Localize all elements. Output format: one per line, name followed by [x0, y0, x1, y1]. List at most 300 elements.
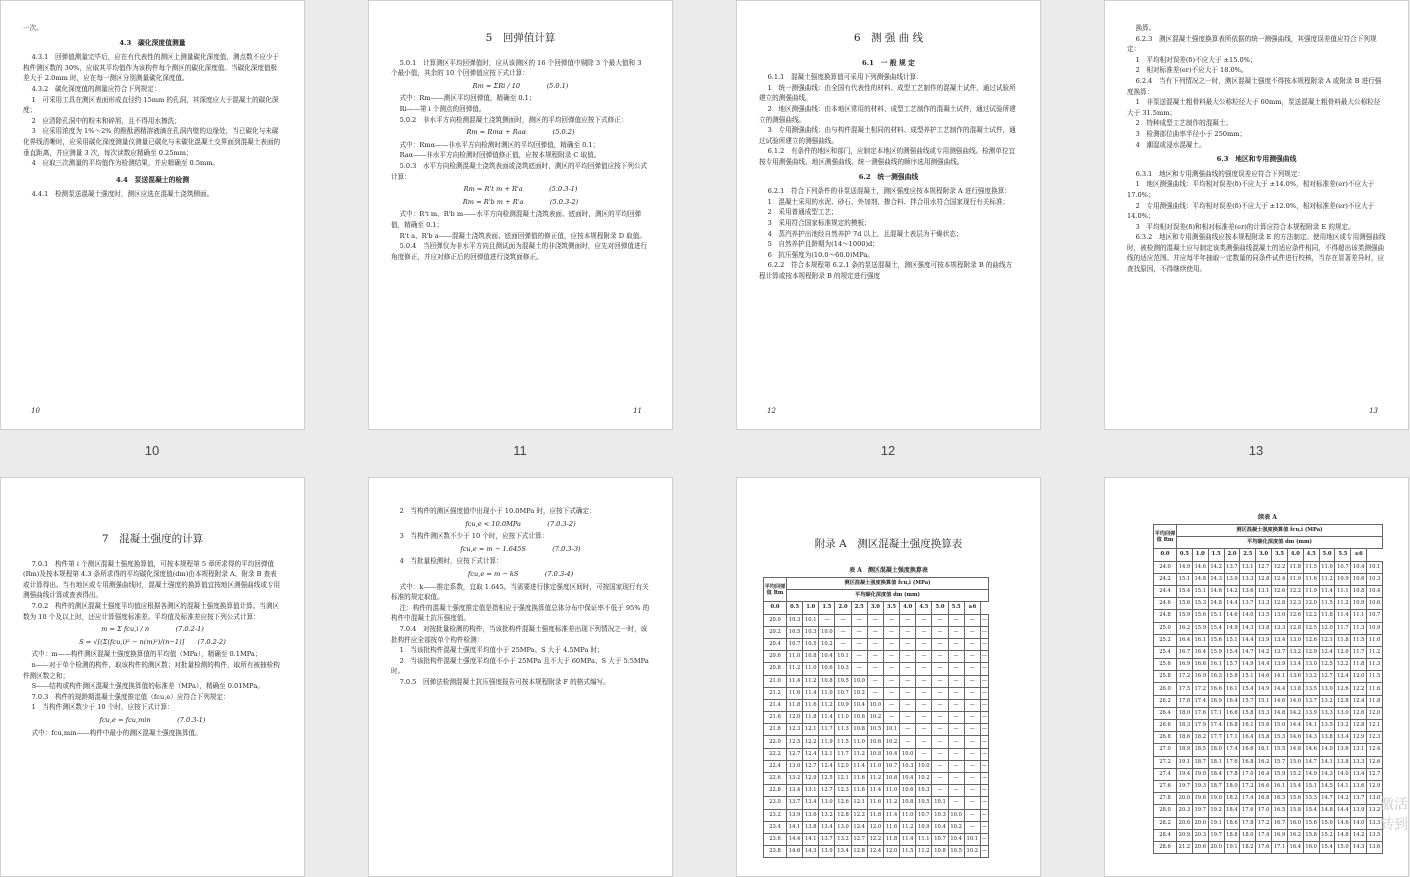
- paragraph: 7.0.4 对按批量检测的构件，当该批构件混凝土强度标准差出现下列情况之一时，该批构件应全部按单个构件检测：: [391, 624, 648, 644]
- rebound-value-cell: 24.6: [1154, 598, 1177, 610]
- strength-cell: 18.6: [1224, 817, 1240, 829]
- paragraph: 式中：Rmα——非水平方向检测时测区的平均回弹值，精确至 0.1；: [399, 140, 600, 149]
- strength-cell: —: [964, 614, 980, 626]
- strength-cell: 15.0: [1319, 817, 1335, 829]
- strength-cell: 18.0: [1240, 829, 1256, 841]
- strength-cell: 14.8: [1335, 829, 1351, 841]
- strength-cell: 13.7: [819, 833, 835, 845]
- strength-cell: 11.1: [916, 833, 932, 845]
- paragraph: 5 自然养护且龄期为(14～1000)d；: [767, 240, 879, 249]
- strength-cell: 15.3: [1303, 793, 1319, 805]
- strength-cell: 20.6: [1177, 817, 1193, 829]
- strength-cell: —: [867, 614, 883, 626]
- strength-cell: —: [980, 699, 988, 711]
- paragraph: 式中：m——构件测区混凝土强度换算值的平均值（MPa），精确至 0.1MPa；: [31, 650, 262, 659]
- strength-cell: —: [883, 687, 899, 699]
- paragraph: 2 专用测强曲线：平均相对误差(δ)不应大于 ±12.0%，相对标准差(er)不应大于 14.0%；: [1127, 201, 1375, 221]
- strength-cell: 16.6: [1208, 683, 1224, 695]
- page-thumbnail-11[interactable]: [368, 0, 673, 430]
- strength-cell: 11.6: [851, 773, 867, 785]
- page-label-13[interactable]: 13: [1248, 443, 1264, 458]
- section-body: [23, 728, 282, 739]
- carbonation-col-header: 2.5: [1240, 549, 1256, 561]
- strength-cell: 10.1: [932, 797, 948, 809]
- paragraph: 2 当该批构件混凝土强度平均值不小于 25MPa 且不大于 60MPa、S 大于 5.5MPa 时。: [391, 656, 649, 676]
- strength-cell: 14.4: [787, 833, 803, 845]
- strength-cell: 13.2: [1367, 805, 1383, 817]
- strength-cell: 10.2: [851, 687, 867, 699]
- strength-cell: 16.1: [1224, 683, 1240, 695]
- strength-cell: 11.3: [1351, 622, 1367, 634]
- rebound-value-cell: 28.4: [1154, 829, 1177, 841]
- carbonation-col-header: 2.0: [1224, 549, 1240, 561]
- page-content: [391, 506, 650, 688]
- strength-cell: —: [980, 785, 988, 797]
- strength-cell: —: [916, 638, 932, 650]
- strength-cell: 12.0: [1303, 598, 1319, 610]
- strength-cell: 12.8: [1287, 622, 1303, 634]
- strength-cell: 10.8: [803, 651, 819, 663]
- strength-cell: 11.7: [1335, 622, 1351, 634]
- strength-cell: 11.1: [1335, 585, 1351, 597]
- table-row: [1154, 756, 1383, 768]
- strength-cell: 13.9: [1256, 634, 1272, 646]
- strength-cell: 18.7: [1208, 780, 1224, 792]
- strength-cell: 11.2: [803, 675, 819, 687]
- strength-cell: 12.1: [1319, 634, 1335, 646]
- strength-cell: 17.2: [1256, 817, 1272, 829]
- strength-cell: 17.4: [1208, 720, 1224, 732]
- strength-cell: —: [883, 712, 899, 724]
- strength-cell: 11.2: [1319, 573, 1335, 585]
- strength-cell: —: [932, 614, 948, 626]
- paragraph: 1 统一测强曲线：由全国有代表性的材料、成型工艺制作的混凝土试件，通过试验所建立的测强曲线。: [759, 83, 1016, 103]
- paragraph: 式中：R't m、R'b m——水平方向检测混凝土浇筑表面、底面时，测区的平均回弹值，精确至 0.1；: [391, 210, 642, 229]
- strength-cell: 19.2: [1208, 805, 1224, 817]
- strength-cell: 10.5: [948, 846, 964, 858]
- strength-cell: 13.7: [1240, 598, 1256, 610]
- paragraph: 4.4.1 检测泵送混凝土强度时，测区应选在混凝土浇筑侧面。: [31, 190, 214, 199]
- strength-cell: 13.0: [819, 797, 835, 809]
- strength-cell: 10.8: [900, 797, 916, 809]
- strength-cell: 13.8: [1256, 622, 1272, 634]
- strength-cell: 20.3: [1177, 805, 1193, 817]
- strength-cell: —: [964, 626, 980, 638]
- strength-cell: 11.4: [883, 809, 899, 821]
- strength-cell: 14.4: [1335, 805, 1351, 817]
- strength-cell: —: [948, 797, 964, 809]
- strength-cell: 20.0: [1208, 841, 1224, 853]
- strength-cell: 14.9: [1240, 659, 1256, 671]
- page-thumbnail-15[interactable]: [368, 477, 673, 877]
- strength-cell: 11.2: [900, 821, 916, 833]
- strength-cell: 10.2: [883, 736, 899, 748]
- strength-cell: 13.4: [1272, 634, 1288, 646]
- strength-cell: 13.6: [803, 809, 819, 821]
- conversion-table-continued: [1153, 524, 1383, 854]
- strength-cell: 15.8: [1224, 671, 1240, 683]
- carbonation-col-header: 0.5: [787, 602, 803, 614]
- strength-cell: 16.4: [1224, 695, 1240, 707]
- rebound-value-cell: 25.0: [1154, 622, 1177, 634]
- strength-cell: 13.4: [1351, 768, 1367, 780]
- strength-cell: 14.1: [1303, 720, 1319, 732]
- strength-cell: 11.8: [867, 809, 883, 821]
- strength-cell: 12.7: [819, 785, 835, 797]
- strength-cell: 10.8: [932, 846, 948, 858]
- table-row: [1154, 732, 1383, 744]
- strength-cell: —: [900, 675, 916, 687]
- page-thumbnail-16[interactable]: [736, 477, 1041, 877]
- section-title: 6.1 一 般 规 定: [862, 58, 915, 67]
- strength-cell: 16.4: [1287, 841, 1303, 853]
- strength-cell: —: [900, 687, 916, 699]
- strength-cell: 12.4: [819, 760, 835, 772]
- strength-cell: 14.6: [787, 846, 803, 858]
- strength-cell: 13.9: [787, 809, 803, 821]
- strength-cell: 10.1: [883, 724, 899, 736]
- strength-cell: 14.8: [1272, 707, 1288, 719]
- strength-cell: 13.0: [1319, 683, 1335, 695]
- strength-cell: 16.8: [1240, 756, 1256, 768]
- strength-cell: —: [932, 773, 948, 785]
- equation: Rm = R'b m + R'a (5.0.3-2): [462, 197, 579, 206]
- paragraph: 1 地区测强曲线：平均相对误差(δ)不应大于 ±14.0%，相对标准差(er)不应大于 17.0%；: [1127, 180, 1375, 199]
- equation: S = √[(Σ(fcu,i)² − n(m)²)/(n−1)] (7.0.2-2): [79, 637, 226, 646]
- strength-cell: 11.0: [803, 663, 819, 675]
- strength-cell: 11.7: [835, 748, 851, 760]
- watermark-line: 转到: [1380, 816, 1408, 832]
- strength-cell: 17.5: [1177, 683, 1193, 695]
- strength-cell: 12.6: [1367, 756, 1383, 768]
- page-thumbnail-13[interactable]: [1104, 0, 1409, 430]
- strength-cell: 15.4: [1224, 646, 1240, 658]
- strength-cell: 10.4: [900, 773, 916, 785]
- strength-cell: 15.3: [1256, 707, 1272, 719]
- strength-cell: 18.5: [1192, 744, 1208, 756]
- strength-cell: —: [851, 651, 867, 663]
- strength-cell: 11.2: [916, 846, 932, 858]
- strength-cell: 13.3: [1367, 817, 1383, 829]
- strength-cell: 12.2: [851, 809, 867, 821]
- page-number: 10: [31, 407, 40, 415]
- strength-cell: 11.3: [1367, 659, 1383, 671]
- paragraph: 1 当构件测区数少于 10 个时，应按下式计算：: [31, 703, 174, 712]
- strength-cell: 10.3: [916, 785, 932, 797]
- strength-cell: 14.7: [1303, 756, 1319, 768]
- strength-cell: 15.4: [1177, 585, 1193, 597]
- text-line: 一次。: [23, 24, 43, 32]
- strength-cell: —: [948, 675, 964, 687]
- strength-cell: 14.3: [1351, 841, 1367, 853]
- strength-cell: —: [851, 614, 867, 626]
- strength-cell: 15.7: [1224, 659, 1240, 671]
- strength-cell: —: [980, 663, 988, 675]
- strength-cell: 11.8: [1287, 561, 1303, 573]
- strength-cell: —: [980, 638, 988, 650]
- strength-cell: 15.6: [1177, 598, 1193, 610]
- strength-cell: 13.3: [1319, 707, 1335, 719]
- strength-cell: 13.2: [787, 773, 803, 785]
- paragraph: 1 可采用工具在测区表面形成直径约 15mm 的孔洞，其深度应大于混凝土的碳化深度；: [23, 95, 279, 115]
- strength-cell: —: [932, 687, 948, 699]
- paragraph: 7.0.2 构件的测区混凝土强度平均值应根据各测区的混凝土强度换算值计算。当测区数为 10 个及以上时，还应计算强度标准差。平均值及标准差应按下列公式计算：: [23, 601, 280, 621]
- strength-cell: 10.5: [835, 675, 851, 687]
- rebound-value-cell: 24.8: [1154, 610, 1177, 622]
- strength-cell: 15.0: [1272, 720, 1288, 732]
- strength-cell: —: [916, 663, 932, 675]
- table-row: [764, 760, 989, 772]
- strength-cell: 11.6: [787, 687, 803, 699]
- equation: fcu,e = fcu,min (7.0.3-1): [99, 715, 206, 724]
- paragraph: 4.3.1 回弹值测量完毕后，应在有代表性的测区上测量碳化深度值，测点数不应少于构件测区数的 30%，应取其平均值作为该构件每个测区的碳化深度值。当碳化深度值极差大于 2.0mm 时，应在每一测区分别测量碳化深度值。: [23, 53, 280, 83]
- strength-cell: 15.1: [1240, 671, 1256, 683]
- carbonation-col-header: 0.5: [1177, 549, 1193, 561]
- page-label-10[interactable]: 10: [144, 443, 160, 458]
- strength-cell: 10.8: [851, 724, 867, 736]
- section-title: 6.3 地区和专用测强曲线: [1216, 155, 1297, 164]
- strength-cell: 10.7: [1335, 561, 1351, 573]
- strength-cell: 15.1: [1192, 585, 1208, 597]
- strength-cell: 19.1: [1208, 817, 1224, 829]
- section-body: [23, 559, 282, 623]
- section-body: [759, 72, 1018, 167]
- strength-cell: 16.7: [1177, 646, 1193, 658]
- strength-cell: 12.4: [1351, 695, 1367, 707]
- strength-cell: 13.4: [819, 821, 835, 833]
- strength-cell: 14.6: [1224, 610, 1240, 622]
- strength-cell: 16.5: [1272, 805, 1288, 817]
- strength-cell: 10.0: [916, 760, 932, 772]
- rebound-value-cell: 22.4: [764, 760, 787, 772]
- strength-cell: 10.8: [819, 675, 835, 687]
- strength-cell: 18.0: [1224, 780, 1240, 792]
- page-label-11[interactable]: 11: [513, 443, 527, 458]
- strength-cell: 17.8: [1224, 768, 1240, 780]
- strength-cell: 13.5: [1256, 610, 1272, 622]
- strength-cell: 10.7: [916, 809, 932, 821]
- col0-header: 平均回弹值 Rm: [1154, 525, 1177, 549]
- strength-cell: 13.4: [1287, 659, 1303, 671]
- paragraph: 6.2.1 符合下列条件的非泵送混凝土，测区强度应按本规程附录 A 进行强度换算：: [767, 187, 1011, 196]
- strength-cell: 14.6: [1335, 817, 1351, 829]
- strength-cell: 10.3: [900, 760, 916, 772]
- strength-cell: 12.0: [883, 846, 899, 858]
- strength-cell: —: [964, 748, 980, 760]
- strength-cell: 10.4: [819, 651, 835, 663]
- strength-cell: 16.2: [1287, 829, 1303, 841]
- strength-cell: —: [980, 626, 988, 638]
- strength-cell: 16.4: [1177, 634, 1193, 646]
- strength-cell: 15.5: [1272, 744, 1288, 756]
- strength-cell: —: [932, 760, 948, 772]
- rebound-value-cell: 20.0: [764, 614, 787, 626]
- strength-cell: —: [900, 736, 916, 748]
- table-row: [764, 687, 989, 699]
- strength-cell: 14.6: [1272, 695, 1288, 707]
- strength-cell: —: [980, 687, 988, 699]
- strength-cell: 10.8: [883, 773, 899, 785]
- strength-cell: 18.2: [1192, 732, 1208, 744]
- section-body: [391, 93, 650, 125]
- table-row: [764, 797, 989, 809]
- table-row: [764, 736, 989, 748]
- strength-cell: 17.2: [1192, 683, 1208, 695]
- conversion-table: [763, 577, 989, 858]
- strength-cell: 15.1: [1177, 573, 1193, 585]
- table-row: [1154, 659, 1383, 671]
- strength-cell: 12.4: [1335, 671, 1351, 683]
- strength-cell: 10.5: [787, 626, 803, 638]
- carbonation-col-header: 0.0: [764, 602, 787, 614]
- paragraph: S——结构或构件测区混凝土强度换算值的标准差（MPa），精确至 0.01MPa。: [31, 682, 264, 691]
- strength-cell: 13.3: [1272, 622, 1288, 634]
- strength-cell: 13.4: [787, 785, 803, 797]
- strength-cell: 10.5: [867, 724, 883, 736]
- strength-cell: 14.9: [1177, 561, 1193, 573]
- strength-cell: —: [980, 712, 988, 724]
- strength-cell: 12.5: [819, 773, 835, 785]
- table-row: [764, 846, 989, 858]
- paragraph: 6.1.2 有条件的地区和部门，应制定本地区的测强曲线或专用测强曲线。检测单位宜按专用测强曲线、地区测强曲线、统一测强曲线的顺序选用测强曲线。: [759, 147, 1016, 166]
- page-thumbnail-14[interactable]: [0, 477, 305, 877]
- strength-cell: 16.6: [1240, 744, 1256, 756]
- paragraph: 5.0.3 水平方向检测混凝土浇筑表面或浇筑底面时，测区的平均回弹值应按下列公式计算：: [391, 161, 648, 181]
- strength-cell: 12.9: [1351, 732, 1367, 744]
- strength-cell: 14.8: [1319, 805, 1335, 817]
- paragraph: 注：构件的混凝土强度推定值是指相应于强度换算值总体分布中保证率不低于 95% 的构件中混凝土抗压强度值。: [391, 603, 650, 623]
- rebound-value-cell: 26.0: [1154, 683, 1177, 695]
- page-number: 12: [767, 407, 776, 415]
- strength-cell: 19.1: [1177, 756, 1193, 768]
- strength-cell: 16.2: [1177, 622, 1193, 634]
- strength-cell: 14.8: [1287, 744, 1303, 756]
- strength-cell: 18.9: [1177, 744, 1193, 756]
- strength-cell: 17.0: [1256, 805, 1272, 817]
- strength-cell: 11.6: [883, 821, 899, 833]
- page-thumbnail-12[interactable]: [736, 0, 1041, 430]
- strength-cell: 15.7: [1272, 756, 1288, 768]
- page-thumbnail-10[interactable]: [0, 0, 305, 430]
- strength-cell: 21.2: [1177, 841, 1193, 853]
- strength-cell: 15.6: [1287, 793, 1303, 805]
- table-row: [764, 809, 989, 821]
- strength-cell: 14.7: [1240, 646, 1256, 658]
- strength-cell: 13.0: [835, 821, 851, 833]
- strength-cell: 10.4: [1367, 585, 1383, 597]
- strength-cell: 14.5: [1319, 780, 1335, 792]
- strength-cell: 14.3: [803, 846, 819, 858]
- rebound-value-cell: 20.8: [764, 663, 787, 675]
- paragraph: 7.0.1 构件第 i 个测区混凝土强度换算值，可按本规程第 5 章所求得的平均回弹值(Rm)及按本规程第 4.3 条所求得的平均碳化深度值(dm)由本规程附录 A、附录 B 查表或计算得出。当有地区或专用测强曲线时，混凝土强度的换算值宜按地区测强曲线或专用测强曲线计算或查表得出。: [23, 559, 281, 600]
- strength-cell: 18.3: [1177, 720, 1193, 732]
- strength-cell: 12.4: [1367, 744, 1383, 756]
- strength-cell: 12.2: [803, 736, 819, 748]
- strength-cell: 10.0: [948, 809, 964, 821]
- paragraph: 2 应清除孔洞中的粉末和碎屑，且不得用水擦洗；: [31, 116, 181, 125]
- strength-cell: 17.0: [1240, 768, 1256, 780]
- strength-cell: 13.6: [1351, 780, 1367, 792]
- page-label-12[interactable]: 12: [880, 443, 896, 458]
- strength-cell: 15.6: [1192, 610, 1208, 622]
- strength-cell: 11.0: [867, 760, 883, 772]
- strength-cell: 12.4: [867, 846, 883, 858]
- table-row: [764, 699, 989, 711]
- equation: fcu,e = m − kS (7.0.3-4): [467, 569, 574, 578]
- strength-cell: 15.1: [1256, 695, 1272, 707]
- strength-cell: 12.3: [835, 785, 851, 797]
- strength-cell: 13.8: [1319, 732, 1335, 744]
- strength-cell: 12.6: [835, 797, 851, 809]
- strength-cell: 10.7: [1367, 610, 1383, 622]
- rebound-value-cell: 26.2: [1154, 695, 1177, 707]
- strength-cell: 10.0: [851, 675, 867, 687]
- rebound-value-cell: 23.8: [764, 846, 787, 858]
- strength-cell: 17.6: [1224, 756, 1240, 768]
- strength-cell: 12.4: [851, 821, 867, 833]
- rebound-value-cell: 25.6: [1154, 659, 1177, 671]
- strength-cell: 14.2: [1287, 707, 1303, 719]
- paragraph: 5.0.2 非水平方向检测混凝土浇筑侧面时，测区的平均回弹值应按下式修正：: [399, 115, 628, 124]
- strength-cell: 11.3: [835, 724, 851, 736]
- strength-cell: 10.1: [803, 614, 819, 626]
- paragraph: 2 特种成型工艺制作的混凝土；: [1135, 119, 1233, 128]
- strength-cell: 18.0: [1177, 707, 1193, 719]
- strength-cell: 14.4: [1224, 598, 1240, 610]
- strength-cell: —: [964, 687, 980, 699]
- strength-cell: 16.6: [1224, 707, 1240, 719]
- strength-cell: —: [867, 663, 883, 675]
- strength-cell: 12.8: [1272, 598, 1288, 610]
- carbonation-col-header: 0.0: [1154, 549, 1177, 561]
- strength-cell: 14.9: [1224, 622, 1240, 634]
- strength-cell: —: [980, 724, 988, 736]
- paragraph: 6.1.1 混凝土强度换算值可采用下列测强曲线计算：: [767, 73, 923, 82]
- strength-cell: 11.5: [1319, 598, 1335, 610]
- strength-cell: 10.4: [1351, 561, 1367, 573]
- strength-cell: 18.8: [1224, 829, 1240, 841]
- strength-cell: 13.4: [803, 797, 819, 809]
- strength-cell: 15.9: [1272, 768, 1288, 780]
- strength-cell: —: [964, 821, 980, 833]
- strength-cell: —: [964, 712, 980, 724]
- rebound-value-cell: 22.2: [764, 748, 787, 760]
- strength-cell: 11.5: [1303, 561, 1319, 573]
- strength-cell: 10.4: [932, 821, 948, 833]
- strength-cell: 20.0: [1177, 793, 1193, 805]
- carbonation-col-header: 1.0: [803, 602, 819, 614]
- strength-cell: —: [948, 736, 964, 748]
- page-thumbnail-17[interactable]: [1104, 477, 1409, 877]
- section-title: 4.3 碳化深度值测量: [119, 38, 186, 47]
- strength-cell: 14.0: [1287, 695, 1303, 707]
- strength-cell: 12.4: [803, 748, 819, 760]
- section-title: 6.2 统一测强曲线: [858, 172, 919, 181]
- strength-cell: 16.4: [1192, 646, 1208, 658]
- strength-cell: 10.9: [1367, 622, 1383, 634]
- strength-cell: 14.4: [1240, 634, 1256, 646]
- carbonation-col-header: 5.5: [948, 602, 964, 614]
- strength-cell: 14.8: [1192, 573, 1208, 585]
- strength-cell: 10.2: [867, 712, 883, 724]
- table-row: [764, 663, 989, 675]
- strength-cell: 11.4: [787, 675, 803, 687]
- strength-cell: 12.3: [787, 724, 803, 736]
- strength-cell: 19.4: [1177, 768, 1193, 780]
- rebound-value-cell: 20.4: [764, 638, 787, 650]
- strength-cell: 12.0: [1351, 671, 1367, 683]
- strength-cell: 15.8: [1256, 732, 1272, 744]
